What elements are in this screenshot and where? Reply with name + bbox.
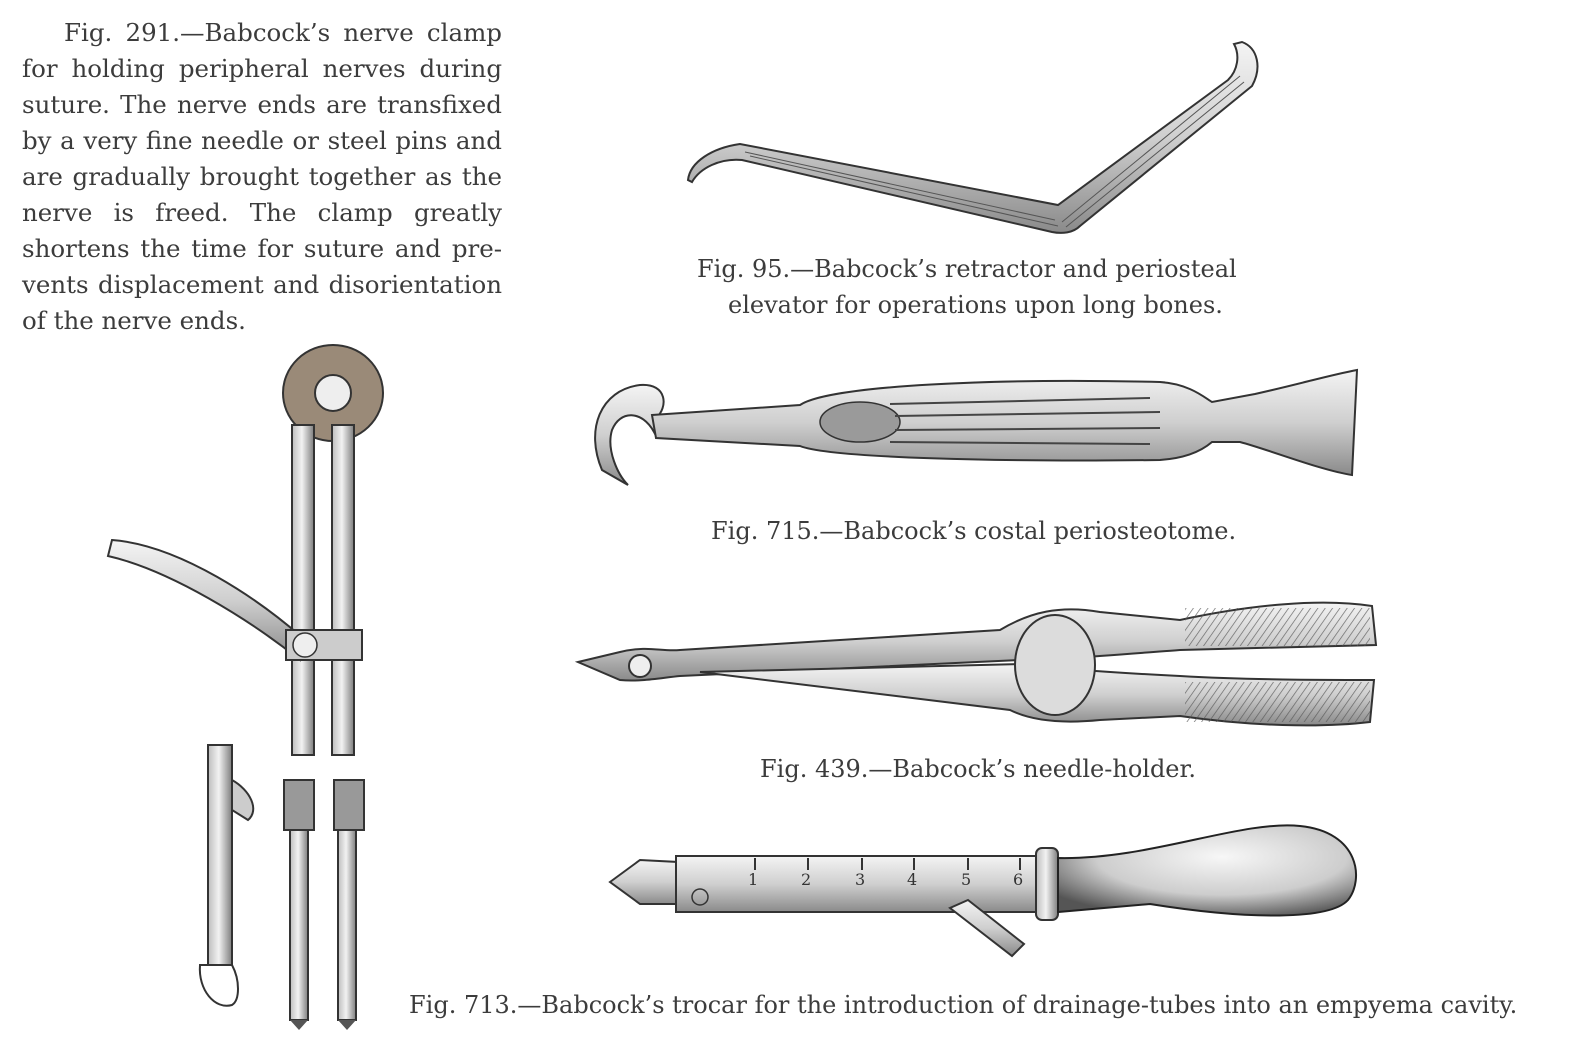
trocar-scale-mark: 6: [1013, 870, 1024, 889]
fig-95-caption-line-1: Fig. 95.—Babcock’s retractor and periosteal: [697, 255, 1237, 283]
trocar-scale-mark: 1: [748, 870, 759, 889]
nerve-clamp-illustration: [108, 345, 383, 1030]
caption-line: are gradually brought together as the: [22, 162, 502, 191]
caption-line: suture. The nerve ends are transfixed: [22, 90, 502, 119]
fig-439-caption: Fig. 439.—Babcock’s needle-holder.: [760, 755, 1196, 783]
trocar-scale-mark: 3: [855, 870, 866, 889]
periosteotome-illustration: [595, 370, 1357, 485]
caption-line: shortens the time for suture and pre-: [22, 234, 502, 263]
caption-line: nerve is freed. The clamp greatly: [22, 198, 502, 227]
caption-line: vents displacement and disorientation: [22, 270, 502, 299]
retractor-illustration: [688, 42, 1257, 233]
fig-715-caption: Fig. 715.—Babcock’s costal periosteotome.: [711, 517, 1237, 545]
trocar-scale-mark: 4: [907, 870, 918, 889]
caption-line: for holding peripheral nerves during: [22, 54, 502, 83]
fig-95-caption-line-2: elevator for operations upon long bones.: [728, 291, 1223, 319]
caption-line: of the nerve ends.: [22, 306, 246, 335]
fig-713-caption: Fig. 713.—Babcock’s trocar for the introduction of drainage-tubes into an empyema cavity.: [409, 991, 1518, 1019]
caption-line: by a very fine needle or steel pins and: [22, 126, 502, 155]
trocar-scale-mark: 5: [961, 870, 972, 889]
caption-line: Fig. 291.—Babcock’s nerve clamp: [64, 18, 502, 47]
trocar-illustration: [610, 825, 1356, 956]
trocar-scale-mark: 2: [801, 870, 812, 889]
needle-holder-illustration: [578, 603, 1376, 726]
